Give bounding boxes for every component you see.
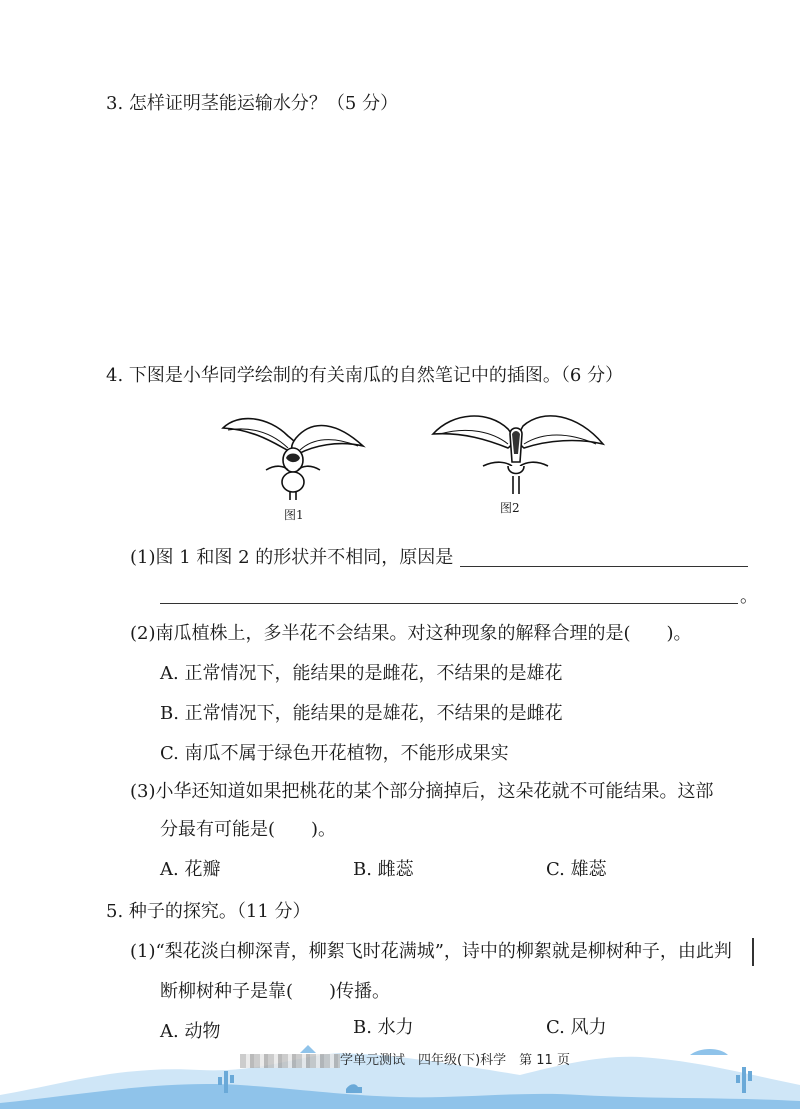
page-edge-mark (752, 938, 754, 966)
q4-sub1-answer-blank-1[interactable] (460, 566, 748, 567)
figure-2-female-flower (428, 404, 608, 504)
figure-1-caption: 图1 (284, 508, 304, 522)
q5-sub1-option-b: B. 水力 (353, 1017, 414, 1038)
q4-sub3-option-a: A. 花瓣 (160, 859, 221, 880)
figure-1-male-flower (218, 408, 368, 508)
q4-sub2-option-a: A. 正常情况下，能结果的是雌花，不结果的是雄花 (160, 663, 563, 684)
q5-sub1-option-c: C. 风力 (546, 1017, 607, 1038)
footer-page-label: 学单元测试 四年级(下)科学 第 11 页 (340, 1053, 570, 1068)
q5-sub1-line-2: 断柳树种子是靠( )传播。 (160, 981, 391, 1002)
q4-sub1-answer-blank-2[interactable] (160, 603, 738, 604)
q5-sub1-option-a: A. 动物 (160, 1021, 221, 1042)
q4-sub2-option-b: B. 正常情况下，能结果的是雄花，不结果的是雌花 (160, 703, 563, 724)
q4-sub2-option-c: C. 南瓜不属于绿色开花植物，不能形成果实 (160, 743, 509, 764)
q5-sub1-line-1: (1)“梨花淡白柳深青，柳絮飞时花满城”，诗中的柳絮就是柳树种子，由此判 (130, 941, 732, 962)
blurred-footer-text (240, 1054, 340, 1068)
q4-sub1-period: 。 (740, 586, 758, 607)
q4-sub2-text: (2)南瓜植株上，多半花不会结果。对这种现象的解释合理的是( )。 (130, 623, 692, 644)
figure-2-caption: 图2 (500, 501, 520, 515)
question-5: 5. 种子的探究。（11 分） (106, 901, 311, 922)
question-3: 3. 怎样证明茎能运输水分？（5 分） (106, 93, 399, 114)
q4-sub3-line-1: (3)小华还知道如果把桃花的某个部分摘掉后，这朵花就不可能结果。这部 (130, 781, 714, 802)
q4-sub3-option-c: C. 雄蕊 (546, 859, 607, 880)
q4-sub3-line-2: 分最有可能是( )。 (160, 819, 337, 840)
q4-sub3-option-b: B. 雌蕊 (353, 859, 414, 880)
q4-sub1-text: (1)图 1 和图 2 的形状并不相同，原因是 (130, 547, 454, 568)
question-4: 4. 下图是小华同学绘制的有关南瓜的自然笔记中的插图。（6 分） (106, 365, 624, 386)
